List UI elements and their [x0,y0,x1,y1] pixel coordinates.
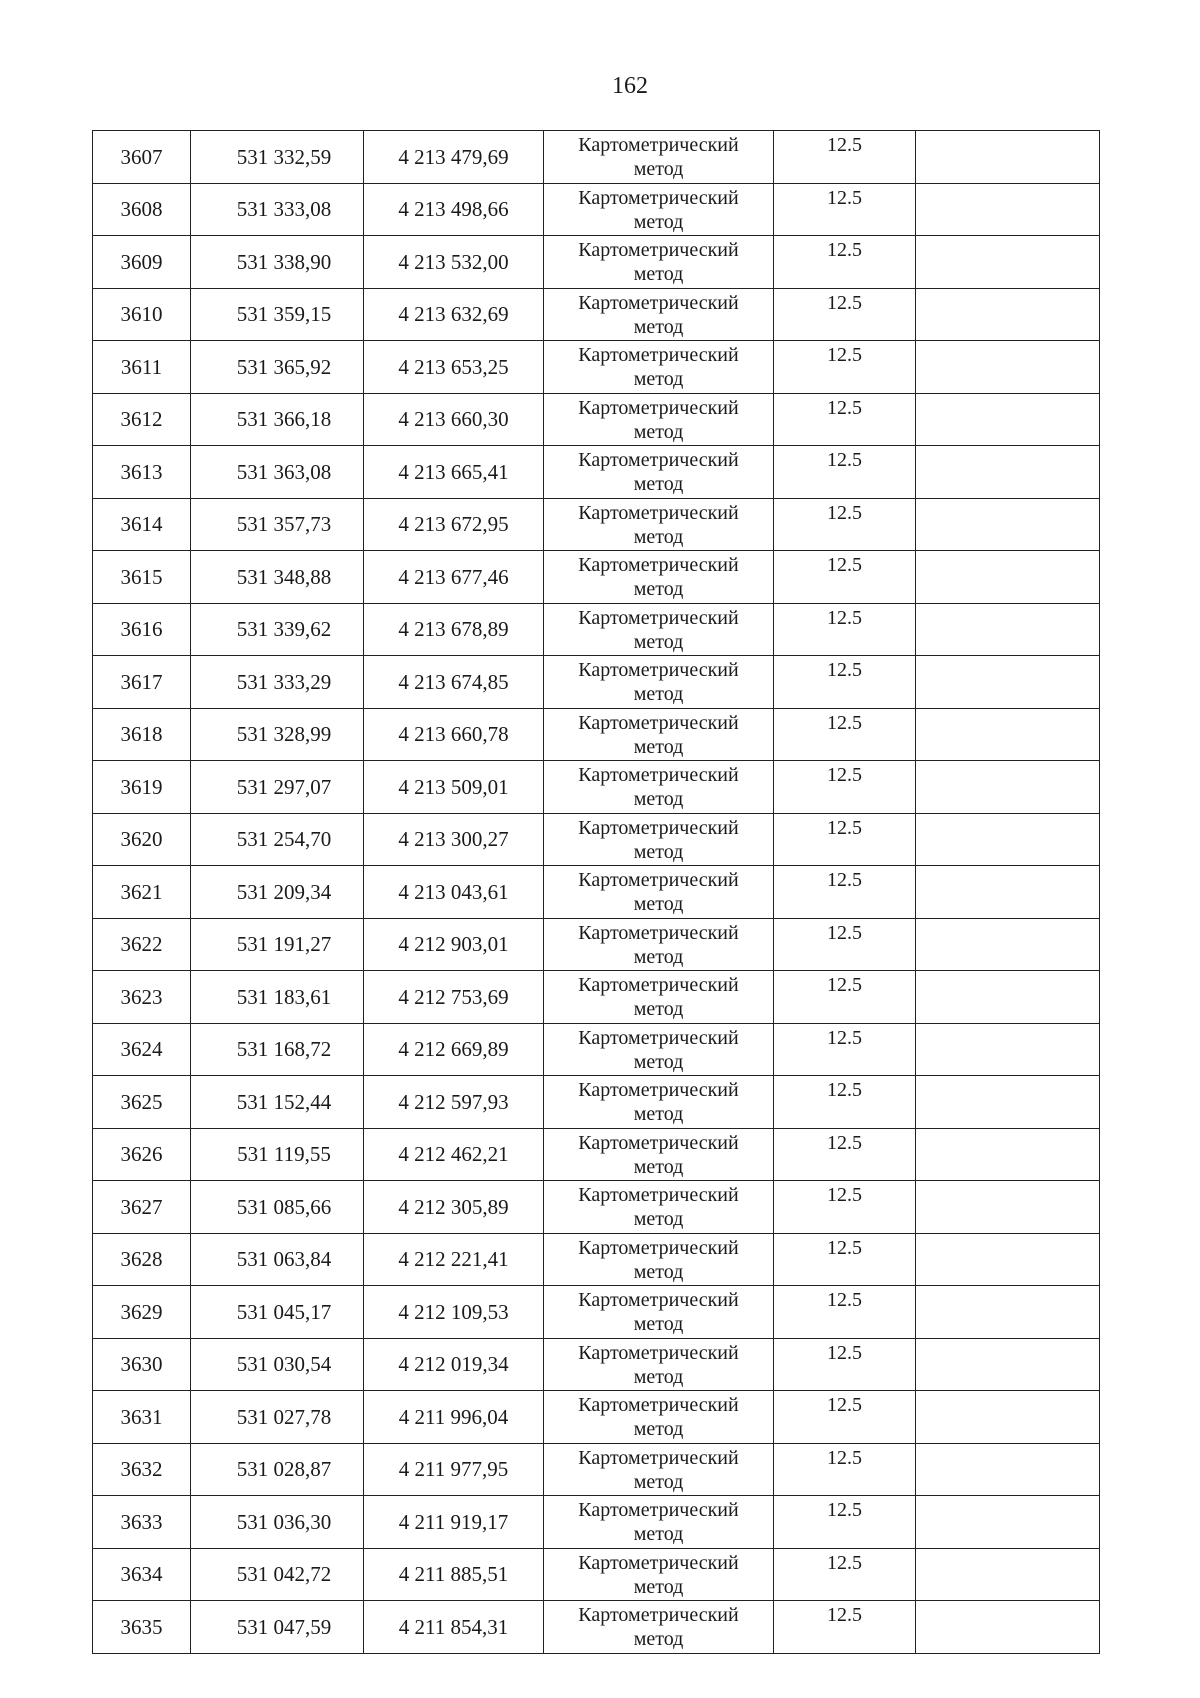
note-cell [916,1233,1100,1286]
method-line-2: метод [633,420,684,443]
method-line-2: метод [633,1418,684,1440]
note-cell [916,1601,1100,1654]
precision-cell: 12.5 [774,1128,916,1181]
precision-cell: 12.5 [774,183,916,236]
x-coordinate-cell: 531 085,66 [191,1181,364,1234]
x-coordinate-cell: 531 119,55 [191,1128,364,1181]
y-coordinate-cell: 4 213 509,01 [364,761,544,814]
x-coordinate-cell: 531 047,59 [191,1601,364,1654]
table-row [93,1391,1100,1444]
table-row [93,1128,1100,1181]
method-cell [544,1601,774,1654]
method-cell [544,918,774,971]
table-row [93,131,1100,184]
method-cell [544,1128,774,1181]
table-row [93,1601,1100,1654]
method-line-1: Картометрический [578,921,739,944]
method-line-2: метод [633,893,684,915]
precision-cell: 12.5 [774,1496,916,1549]
x-coordinate-cell: 531 254,70 [191,813,364,866]
method-line-2: метод [633,525,684,548]
table-row [93,393,1100,446]
method-line-2: метод [633,1365,684,1388]
table-row [93,971,1100,1024]
method-line-2: метод [633,735,684,758]
method-cell [544,1496,774,1549]
precision-cell: 12.5 [774,1443,916,1496]
note-cell [916,1443,1100,1496]
method-cell [544,236,774,289]
point-number-cell: 3633 [93,1496,191,1549]
precision-cell: 12.5 [774,498,916,551]
x-coordinate-cell: 531 191,27 [191,918,364,971]
y-coordinate-cell: 4 213 043,61 [364,866,544,919]
table-row [93,656,1100,709]
point-number-cell: 3610 [93,288,191,341]
point-number-cell: 3613 [93,446,191,499]
method-cell [544,1338,774,1391]
method-line-2: метод [633,315,684,338]
precision-cell: 12.5 [774,551,916,604]
table-row [93,1181,1100,1234]
y-coordinate-cell: 4 213 498,66 [364,183,544,236]
method-line-1: Картометрический [578,1499,739,1521]
method-cell [544,1443,774,1496]
x-coordinate-cell: 531 348,88 [191,551,364,604]
method-line-1: Картометрический [578,291,739,314]
method-line-2: метод [633,1103,684,1125]
note-cell [916,498,1100,551]
x-coordinate-cell: 531 365,92 [191,341,364,394]
point-number-cell: 3632 [93,1443,191,1496]
y-coordinate-cell: 4 211 996,04 [364,1391,544,1444]
table-row [93,918,1100,971]
method-cell [544,498,774,551]
method-line-1: Картометрический [578,659,739,681]
method-cell [544,288,774,341]
method-cell [544,866,774,919]
method-line-2: метод [633,1050,684,1073]
method-cell [544,1023,774,1076]
y-coordinate-cell: 4 213 653,25 [364,341,544,394]
method-line-2: метод [633,788,684,810]
y-coordinate-cell: 4 212 019,34 [364,1338,544,1391]
note-cell [916,866,1100,919]
point-number-cell: 3617 [93,656,191,709]
point-number-cell: 3609 [93,236,191,289]
method-line-2: метод [633,1628,684,1650]
method-line-2: метод [633,840,684,863]
x-coordinate-cell: 531 333,08 [191,183,364,236]
x-coordinate-cell: 531 209,34 [191,866,364,919]
point-number-cell: 3622 [93,918,191,971]
y-coordinate-cell: 4 213 632,69 [364,288,544,341]
note-cell [916,1338,1100,1391]
table-row [93,1338,1100,1391]
y-coordinate-cell: 4 213 532,00 [364,236,544,289]
x-coordinate-cell: 531 168,72 [191,1023,364,1076]
point-number-cell: 3623 [93,971,191,1024]
precision-cell: 12.5 [774,1233,916,1286]
method-line-1: Картометрический [578,974,739,996]
point-number-cell: 3624 [93,1023,191,1076]
note-cell [916,761,1100,814]
method-cell [544,1181,774,1234]
table-row [93,761,1100,814]
method-cell [544,761,774,814]
method-cell [544,971,774,1024]
point-number-cell: 3614 [93,498,191,551]
method-line-2: метод [633,578,684,600]
method-line-1: Картометрический [578,1236,739,1259]
coordinates-table-body [93,131,1100,1654]
method-line-2: метод [633,1208,684,1230]
table-row [93,288,1100,341]
y-coordinate-cell: 4 213 479,69 [364,131,544,184]
table-row [93,1233,1100,1286]
method-line-1: Картометрический [578,1394,739,1416]
y-coordinate-cell: 4 211 977,95 [364,1443,544,1496]
method-line-2: метод [633,473,684,495]
precision-cell: 12.5 [774,1023,916,1076]
method-cell [544,1233,774,1286]
method-line-2: метод [633,1523,684,1545]
point-number-cell: 3619 [93,761,191,814]
y-coordinate-cell: 4 212 462,21 [364,1128,544,1181]
point-number-cell: 3618 [93,708,191,761]
y-coordinate-cell: 4 211 854,31 [364,1601,544,1654]
method-line-2: метод [633,630,684,653]
method-line-1: Картометрический [578,449,739,471]
note-cell [916,1286,1100,1339]
method-cell [544,446,774,499]
method-cell [544,393,774,446]
precision-cell: 12.5 [774,393,916,446]
x-coordinate-cell: 531 333,29 [191,656,364,709]
point-number-cell: 3615 [93,551,191,604]
y-coordinate-cell: 4 213 672,95 [364,498,544,551]
note-cell [916,288,1100,341]
table-row [93,813,1100,866]
precision-cell: 12.5 [774,341,916,394]
method-line-2: метод [633,1155,684,1178]
y-coordinate-cell: 4 212 221,41 [364,1233,544,1286]
y-coordinate-cell: 4 213 674,85 [364,656,544,709]
note-cell [916,1181,1100,1234]
y-coordinate-cell: 4 212 903,01 [364,918,544,971]
x-coordinate-cell: 531 028,87 [191,1443,364,1496]
method-line-1: Картометрический [578,344,739,366]
x-coordinate-cell: 531 332,59 [191,131,364,184]
method-line-1: Картометрический [578,1289,739,1311]
method-cell [544,341,774,394]
precision-cell: 12.5 [774,1181,916,1234]
method-line-1: Картометрический [578,606,739,629]
method-line-1: Картометрический [578,711,739,734]
method-cell [544,656,774,709]
x-coordinate-cell: 531 183,61 [191,971,364,1024]
x-coordinate-cell: 531 359,15 [191,288,364,341]
table-row [93,1286,1100,1339]
note-cell [916,393,1100,446]
precision-cell: 12.5 [774,1548,916,1601]
y-coordinate-cell: 4 211 885,51 [364,1548,544,1601]
method-line-2: метод [633,158,684,180]
method-line-1: Картометрический [578,501,739,524]
point-number-cell: 3627 [93,1181,191,1234]
point-number-cell: 3616 [93,603,191,656]
method-cell [544,131,774,184]
method-line-1: Картометрический [578,134,739,156]
method-line-2: метод [633,1470,684,1493]
method-line-1: Картометрический [578,1184,739,1206]
x-coordinate-cell: 531 036,30 [191,1496,364,1549]
note-cell [916,551,1100,604]
method-line-1: Картометрический [578,186,739,209]
precision-cell: 12.5 [774,813,916,866]
note-cell [916,341,1100,394]
note-cell [916,1496,1100,1549]
precision-cell: 12.5 [774,866,916,919]
x-coordinate-cell: 531 030,54 [191,1338,364,1391]
table-row [93,446,1100,499]
precision-cell: 12.5 [774,131,916,184]
method-line-1: Картометрический [578,1446,739,1469]
precision-cell: 12.5 [774,288,916,341]
note-cell [916,656,1100,709]
point-number-cell: 3629 [93,1286,191,1339]
method-line-1: Картометрический [578,1604,739,1626]
note-cell [916,603,1100,656]
point-number-cell: 3631 [93,1391,191,1444]
note-cell [916,971,1100,1024]
method-line-1: Картометрический [578,1131,739,1154]
point-number-cell: 3621 [93,866,191,919]
precision-cell: 12.5 [774,446,916,499]
x-coordinate-cell: 531 297,07 [191,761,364,814]
method-line-2: метод [633,210,684,233]
x-coordinate-cell: 531 338,90 [191,236,364,289]
point-number-cell: 3626 [93,1128,191,1181]
method-line-2: метод [633,1313,684,1335]
precision-cell: 12.5 [774,236,916,289]
note-cell [916,1548,1100,1601]
y-coordinate-cell: 4 212 597,93 [364,1076,544,1129]
point-number-cell: 3608 [93,183,191,236]
table-row [93,341,1100,394]
method-line-2: метод [633,1575,684,1598]
precision-cell: 12.5 [774,761,916,814]
table-row [93,183,1100,236]
method-line-1: Картометрический [578,764,739,786]
table-row [93,603,1100,656]
y-coordinate-cell: 4 213 660,78 [364,708,544,761]
x-coordinate-cell: 531 027,78 [191,1391,364,1444]
method-cell [544,1391,774,1444]
page-number: 162 [612,73,648,99]
method-cell [544,813,774,866]
table-row [93,1496,1100,1549]
table-row [93,866,1100,919]
method-line-1: Картометрический [578,239,739,261]
y-coordinate-cell: 4 213 678,89 [364,603,544,656]
method-line-1: Картометрический [578,869,739,891]
table-row [93,1023,1100,1076]
x-coordinate-cell: 531 063,84 [191,1233,364,1286]
y-coordinate-cell: 4 211 919,17 [364,1496,544,1549]
coordinates-table [92,130,1100,1654]
x-coordinate-cell: 531 045,17 [191,1286,364,1339]
method-line-2: метод [633,998,684,1020]
precision-cell: 12.5 [774,1076,916,1129]
table-row [93,1076,1100,1129]
y-coordinate-cell: 4 212 669,89 [364,1023,544,1076]
note-cell [916,708,1100,761]
method-line-2: метод [633,945,684,968]
method-line-1: Картометрический [578,1079,739,1101]
method-cell [544,551,774,604]
x-coordinate-cell: 531 328,99 [191,708,364,761]
point-number-cell: 3628 [93,1233,191,1286]
note-cell [916,918,1100,971]
method-cell [544,603,774,656]
method-cell [544,1548,774,1601]
method-line-2: метод [633,263,684,285]
precision-cell: 12.5 [774,656,916,709]
table-row [93,1548,1100,1601]
precision-cell: 12.5 [774,1601,916,1654]
note-cell [916,813,1100,866]
point-number-cell: 3634 [93,1548,191,1601]
x-coordinate-cell: 531 339,62 [191,603,364,656]
precision-cell: 12.5 [774,603,916,656]
method-line-1: Картометрический [578,1026,739,1049]
note-cell [916,1391,1100,1444]
note-cell [916,131,1100,184]
method-cell [544,708,774,761]
y-coordinate-cell: 4 213 660,30 [364,393,544,446]
y-coordinate-cell: 4 212 305,89 [364,1181,544,1234]
point-number-cell: 3630 [93,1338,191,1391]
x-coordinate-cell: 531 366,18 [191,393,364,446]
method-line-1: Картометрический [578,1551,739,1574]
x-coordinate-cell: 531 357,73 [191,498,364,551]
note-cell [916,446,1100,499]
y-coordinate-cell: 4 212 109,53 [364,1286,544,1339]
method-line-1: Картометрический [578,816,739,839]
precision-cell: 12.5 [774,1338,916,1391]
y-coordinate-cell: 4 213 677,46 [364,551,544,604]
method-cell [544,183,774,236]
note-cell [916,183,1100,236]
x-coordinate-cell: 531 042,72 [191,1548,364,1601]
table-row [93,498,1100,551]
precision-cell: 12.5 [774,1286,916,1339]
table-row [93,551,1100,604]
x-coordinate-cell: 531 152,44 [191,1076,364,1129]
method-cell [544,1286,774,1339]
method-line-1: Картометрический [578,396,739,419]
precision-cell: 12.5 [774,708,916,761]
method-line-1: Картометрический [578,554,739,576]
method-cell [544,1076,774,1129]
point-number-cell: 3612 [93,393,191,446]
note-cell [916,1023,1100,1076]
note-cell [916,1076,1100,1129]
x-coordinate-cell: 531 363,08 [191,446,364,499]
precision-cell: 12.5 [774,1391,916,1444]
precision-cell: 12.5 [774,971,916,1024]
y-coordinate-cell: 4 212 753,69 [364,971,544,1024]
method-line-2: метод [633,683,684,705]
point-number-cell: 3611 [93,341,191,394]
note-cell [916,236,1100,289]
note-cell [916,1128,1100,1181]
point-number-cell: 3635 [93,1601,191,1654]
y-coordinate-cell: 4 213 665,41 [364,446,544,499]
point-number-cell: 3620 [93,813,191,866]
point-number-cell: 3607 [93,131,191,184]
method-line-2: метод [633,1260,684,1283]
method-line-1: Картометрический [578,1341,739,1364]
point-number-cell: 3625 [93,1076,191,1129]
precision-cell: 12.5 [774,918,916,971]
table-row [93,236,1100,289]
table-row [93,1443,1100,1496]
method-line-2: метод [633,368,684,390]
table-row [93,708,1100,761]
y-coordinate-cell: 4 213 300,27 [364,813,544,866]
